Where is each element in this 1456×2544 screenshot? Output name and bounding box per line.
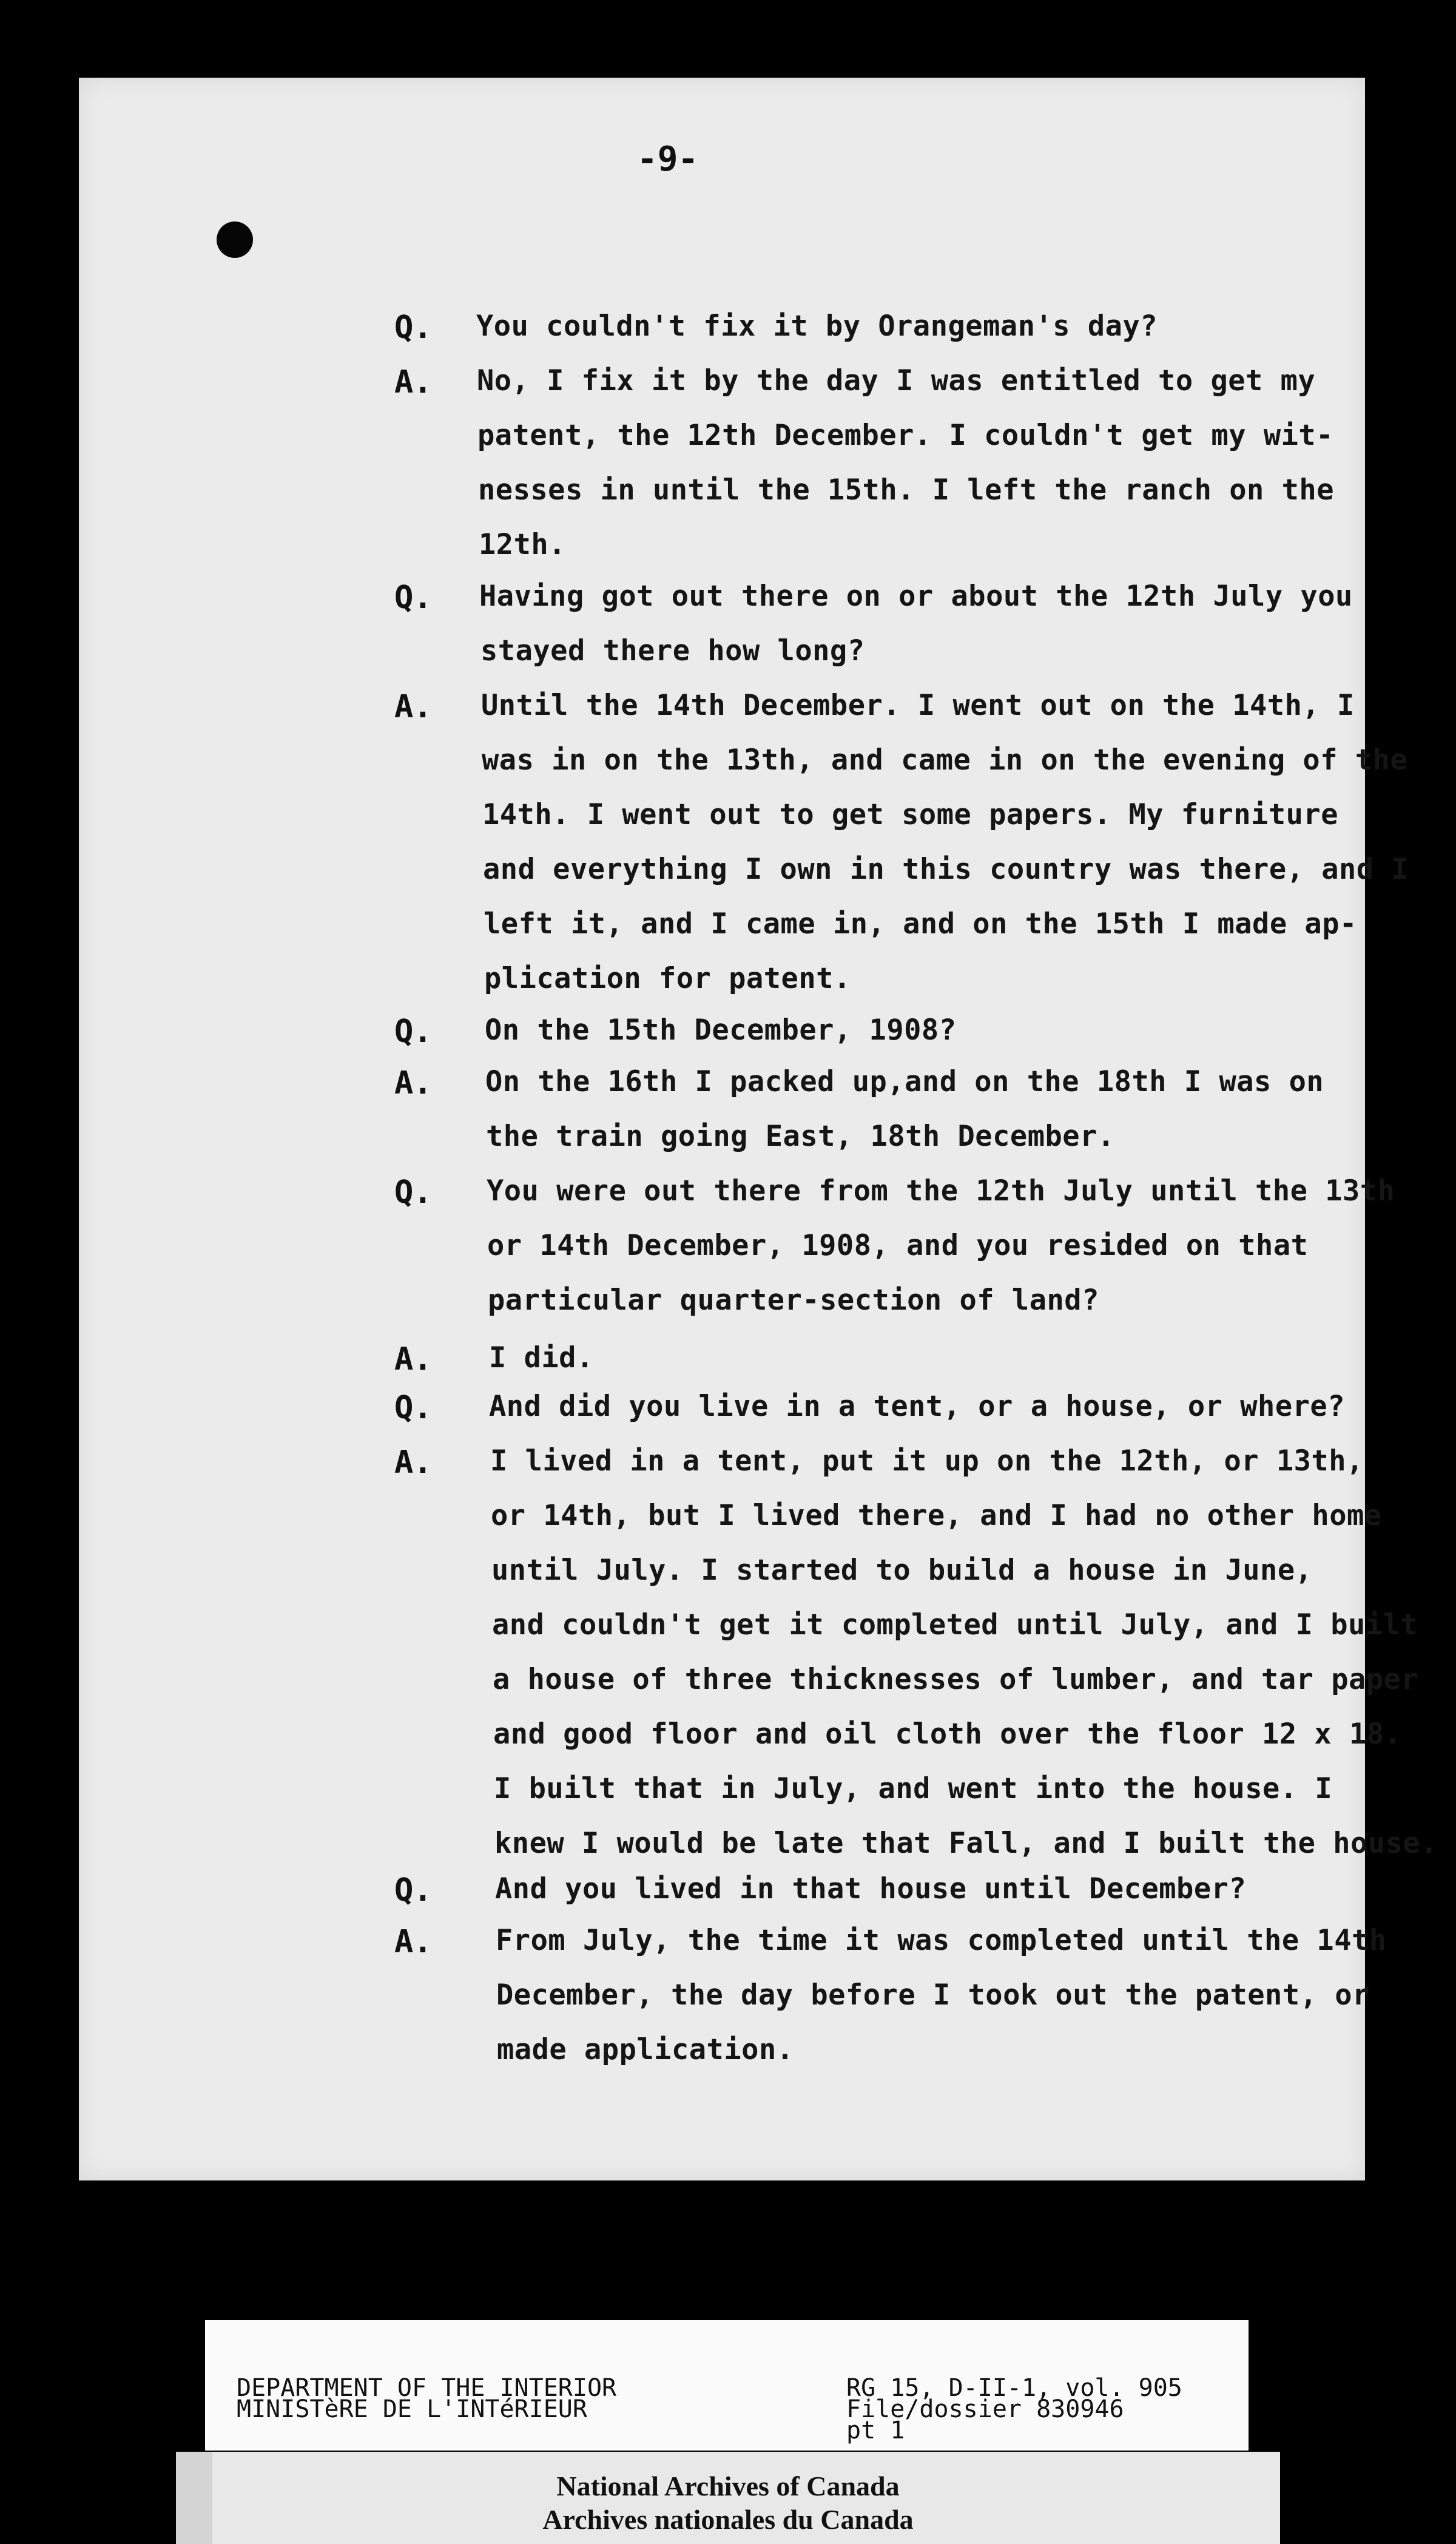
speaker-label: Q. — [394, 1013, 433, 1050]
transcript-line: knew I would be late that Fall, and I built the house. — [494, 1827, 1438, 1860]
speaker-label: A. — [394, 1065, 433, 1101]
transcript-line: particular quarter-section of land? — [488, 1284, 1099, 1317]
transcript-line: Until the 14th December. I went out on the 14th, I — [481, 689, 1355, 722]
transcript-line: On the 16th I packed up,and on the 18th I was on — [485, 1065, 1324, 1098]
transcript-line: I did. — [489, 1341, 594, 1375]
transcript-line: and everything I own in this country was there, and I — [483, 853, 1409, 886]
speaker-label: A. — [394, 364, 433, 401]
transcript-line: or 14th, but I lived there, and I had no other home — [491, 1499, 1382, 1532]
transcript-line: And you lived in that house until December? — [495, 1872, 1247, 1906]
archive-name-en: National Archives of Canada — [556, 2471, 900, 2502]
transcript-line: You were out there from the 12th July until the 13th — [487, 1174, 1395, 1208]
transcript-line: made application. — [497, 2033, 794, 2066]
speaker-label: A. — [394, 1924, 433, 1960]
transcript-line: a house of three thicknesses of lumber, and tar paper — [493, 1663, 1419, 1696]
transcript-line: I built that in July, and went into the house. I — [494, 1772, 1333, 1805]
transcript-line: 14th. I went out to get some papers. My furniture — [482, 798, 1339, 831]
transcript-line: the train going East, 18th December. — [486, 1120, 1115, 1153]
transcript-line: December, the day before I took out the patent, or — [496, 1978, 1370, 2012]
transcript-line: and couldn't get it completed until July, and I built — [492, 1608, 1418, 1642]
transcript-line: or 14th December, 1908, and you resided on that — [487, 1229, 1309, 1262]
transcript-line: patent, the 12th December. I couldn't get my wit- — [477, 419, 1334, 452]
transcript-line: No, I fix it by the day I was entitled to get my — [477, 364, 1316, 397]
department-fr: MINISTèRE DE L'INTéRIEUR — [237, 2395, 587, 2423]
reference-file: File/dossier 830946 — [846, 2395, 1124, 2423]
transcript-line: On the 15th December, 1908? — [485, 1013, 957, 1047]
reference-volume: RG 15, D-II-1, vol. 905 — [846, 2374, 1182, 2402]
page-number: -9- — [637, 140, 699, 179]
speaker-label: Q. — [394, 580, 433, 616]
punch-hole — [217, 222, 253, 258]
transcript-line: 12th. — [479, 528, 566, 561]
transcript-line: left it, and I came in, and on the 15th I made ap- — [484, 907, 1357, 941]
speaker-label: Q. — [394, 310, 433, 346]
reference-part: pt 1 — [846, 2417, 905, 2444]
department-en: DEPARTMENT OF THE INTERIOR — [237, 2374, 617, 2402]
speaker-label: A. — [394, 1341, 433, 1378]
transcript-line: and good floor and oil cloth over the floor 12 x 18. — [493, 1717, 1402, 1751]
transcript-line: And did you live in a tent, or a house, or where? — [489, 1390, 1346, 1423]
speaker-label: Q. — [394, 1390, 433, 1426]
speaker-label: Q. — [394, 1872, 433, 1909]
transcript-line: plication for patent. — [484, 962, 851, 995]
transcript-line: nesses in until the 15th. I left the ranch on the — [478, 473, 1335, 507]
transcript-line: until July. I started to build a house in June, — [491, 1554, 1313, 1587]
speaker-label: A. — [394, 1444, 433, 1481]
archive-name-fr: Archives nationales du Canada — [542, 2504, 914, 2535]
transcript-line: You couldn't fix it by Orangeman's day? — [476, 310, 1158, 343]
speaker-label: Q. — [394, 1174, 433, 1211]
transcript-line: stayed there how long? — [480, 634, 865, 668]
transcript-line: From July, the time it was completed until the 14th — [496, 1924, 1387, 1957]
transcript-line: was in on the 13th, and came in on the evening of the — [482, 743, 1408, 777]
transcript-line: Having got out there on or about the 12th July you — [479, 580, 1353, 613]
speaker-label: A. — [394, 689, 433, 725]
transcript-line: I lived in a tent, put it up on the 12th, or 13th, — [490, 1444, 1364, 1478]
